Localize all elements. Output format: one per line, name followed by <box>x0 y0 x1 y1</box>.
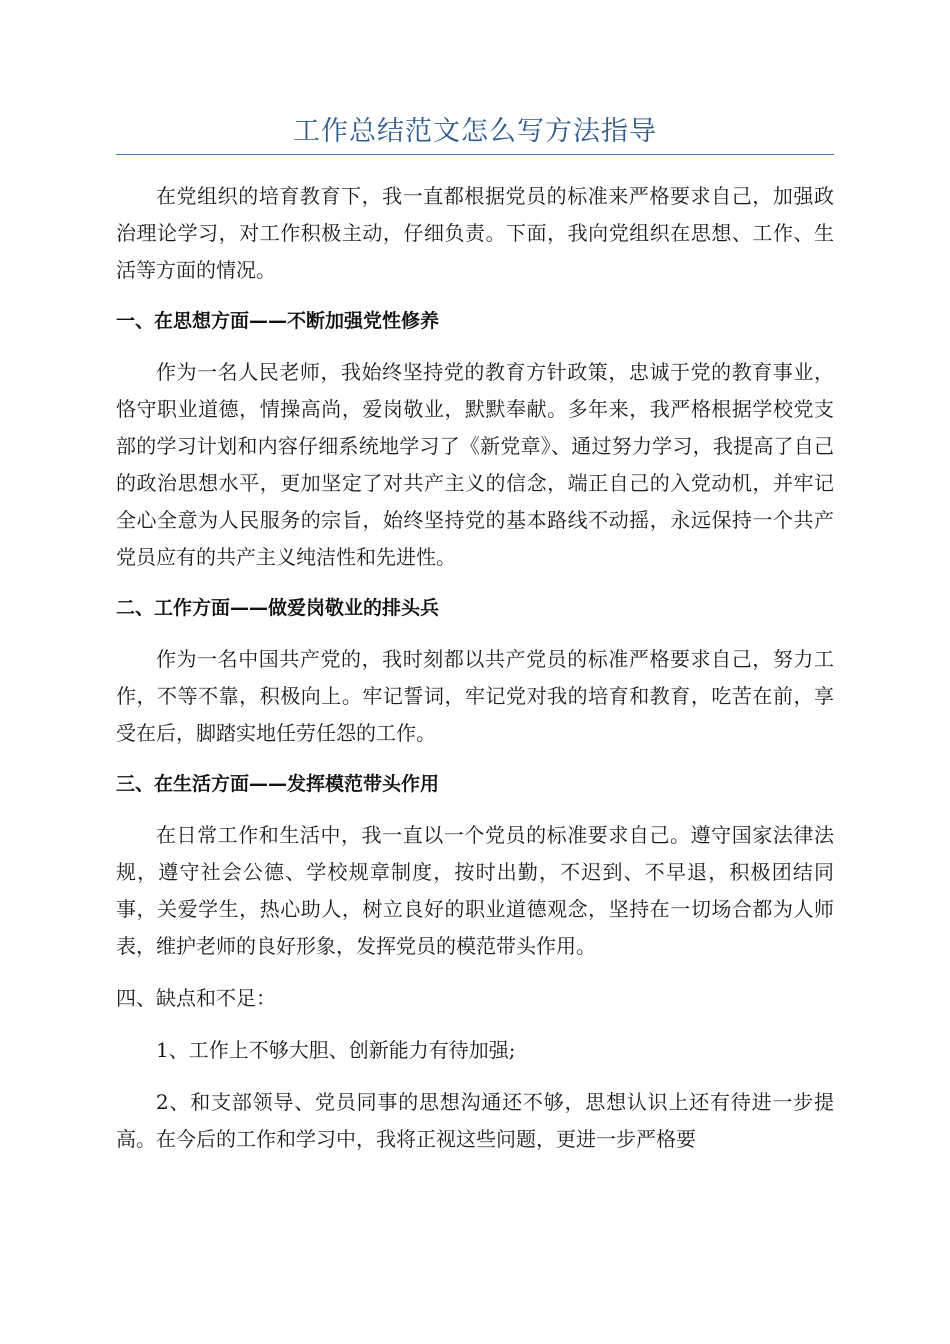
section-paragraph-work: 作为一名中国共产党的，我时刻都以共产党员的标准严格要求自己，努力工作，不等不靠，积极向上。牢记誓词，牢记党对我的培育和教育，吃苦在前，享受在后，脚踏实地任劳任怨的工作。 <box>116 647 834 745</box>
section-paragraph-thought: 作为一名人民老师，我始终坚持党的教育方针政策，忠诚于党的教育事业，恪守职业道德，情操高尚，爱岗敬业，默默奉献。多年来，我严格根据学校党支部的学习计划和内容仔细系统地学习了《新党章》、通过努力学习，我提高了自己的政治思想水平，更加坚定了对共产主义的信念，端正自己的入党动机，并牢记全心全意为人民服务的宗旨，始终坚持党的基本路线不动摇，永远保持一个共产党员应有的共产主义纯洁性和先进性。 <box>116 360 834 569</box>
title-underline <box>116 154 834 155</box>
section-paragraph-life: 在日常工作和生活中，我一直以一个党员的标准要求自己。遵守国家法律法规，遵守社会公德、学校规章制度，按时出勤，不迟到、不早退，积极团结同事，关爱学生，热心助人，树立良好的职业道德观念，坚持在一切场合都为人师表，维护老师的良好形象，发挥党员的模范带头作用。 <box>116 823 834 958</box>
shortcoming-item: 1、工作上不够大胆、创新能力有待加强; <box>156 1038 516 1062</box>
intro-paragraph: 在党组织的培育教育下，我一直都根据党员的标准来严格要求自己，加强政治理论学习，对工作积极主动，仔细负责。下面，我向党组织在思想、工作、生活等方面的情况。 <box>116 184 834 282</box>
section-heading-life: 三、在生活方面——发挥模范带头作用 <box>116 773 440 795</box>
document-title: 工作总结范文怎么写方法指导 <box>293 116 657 147</box>
document-body <box>116 178 834 1173</box>
section-heading-shortcomings: 四、缺点和不足： <box>116 986 276 1010</box>
section-heading-work: 二、工作方面——做爱岗敬业的排头兵 <box>116 597 440 619</box>
shortcoming-item: 2、和支部领导、党员同事的思想沟通还不够，思想认识上还有待进一步提高。在今后的工作和学习中，我将正视这些问题，更进一步严格要 <box>116 1090 834 1151</box>
section-heading-thought: 一、在思想方面——不断加强党性修养 <box>116 310 440 332</box>
